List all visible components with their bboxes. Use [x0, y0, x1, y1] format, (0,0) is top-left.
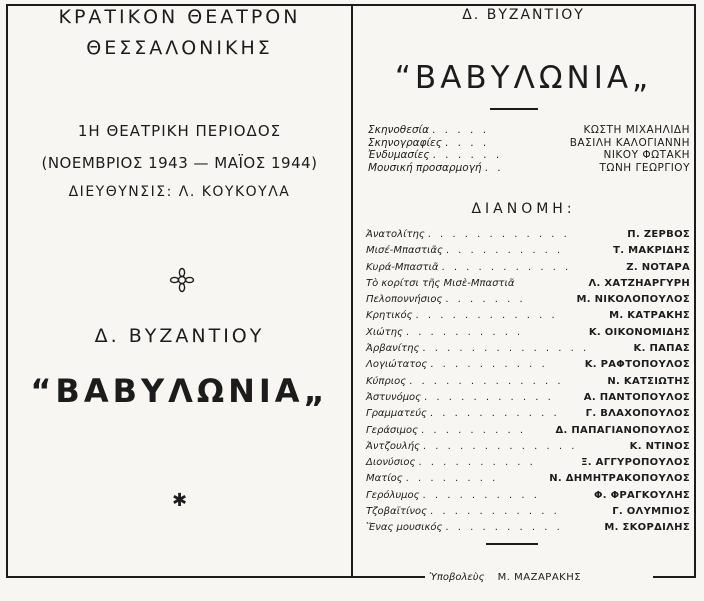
cast-actor: Μ. ΣΚΟΡΔΙΛΗΣ [604, 522, 690, 534]
cast-role: Ἀντζουλής [366, 440, 420, 452]
cast-role: Κύπριος [366, 375, 407, 387]
cast-actor: Κ. ΝΤΙΝΟΣ [629, 440, 690, 452]
cast-actor: Δ. ΠΑΠΑΓΙΑΝΟΠΟΥΛΟΣ [555, 424, 690, 436]
title-rule [490, 108, 538, 110]
cast-row [366, 276, 690, 292]
season-dates: (ΝΟΕΜΒΡΙΟΣ 1943 — ΜΑΪΟΣ 1944) [41, 154, 318, 172]
cast-leader: . . . . . . . . . . . . . [409, 375, 564, 387]
cast-actor: Γ. ΒΛΑΧΟΠΟΥΛΟΣ [585, 408, 690, 420]
prompter-name: Μ. ΜΑΖΑΡΑΚΗΣ [497, 572, 582, 583]
cast-row [366, 488, 690, 504]
cast-role: Γραμματεύς [366, 408, 427, 420]
credit-name: ΝΙΚΟΥ ΦΩΤΑΚΗ [603, 149, 690, 161]
cast-heading: ΔΙΑΝΟΜΗ: [471, 201, 576, 217]
cast-leader: . . . . . . . . . . [430, 359, 548, 371]
direction-credit: ΔΙΕΥΘΥΝΣΙΣ: Λ. ΚΟΥΚΟΥΛΑ [68, 184, 291, 200]
column-divider [351, 4, 353, 578]
cast-row [366, 374, 690, 390]
cast-row [366, 292, 690, 308]
cast-actor: Γ. ΟΛΥΜΠΙΟΣ [612, 506, 690, 518]
credit-name: ΒΑΣΙΛΗ ΚΑΛΟΓΙΑΝΝΗ [569, 136, 690, 149]
cast-role: Ἕνας μουσικός [366, 522, 443, 534]
cast-role: Λογιώτατος [366, 359, 428, 371]
cast-rule [486, 543, 538, 545]
cast-role: Τὸ κορίτσι τῆς Μισὲ-Μπαστιᾶ [366, 277, 515, 289]
cast-leader: . . . . . . . . . . . . . . [422, 343, 590, 355]
cast-role: Γερόλυμος [366, 489, 420, 501]
cast-leader: . . . . . . . . . . . [441, 261, 572, 273]
credit-role: Ἐνδυμασίες [368, 149, 430, 161]
cast-leader: . . . . . . . . . . . . . [422, 440, 578, 452]
cast-role: Τζοβαϊτίνος [366, 506, 428, 518]
cast-leader: . . . . . . . . . . [445, 245, 564, 257]
cast-role: Διονύσιος [366, 457, 416, 469]
production-credits [368, 124, 690, 174]
prompter-role: Ὑποβολεὺς [429, 572, 485, 583]
credit-leader: . . . . [444, 136, 490, 149]
cast-actor: Κ. ΡΑΦΤΟΠΟΥΛΟΣ [584, 359, 690, 371]
cast-role: Μισέ-Μπαστιᾶς [366, 245, 443, 257]
cast-row [366, 423, 690, 439]
cast-leader: . . . . . . . . . . . . [427, 229, 570, 240]
cast-leader: . . . . . . . . . . [422, 489, 540, 501]
cast-actor: Λ. ΧΑΤΖΗΑΡΓΥΡΗ [588, 277, 690, 289]
cast-list [366, 227, 690, 537]
cast-row [366, 260, 690, 276]
theatre-name-line2: ΘΕΣΣΑΛΟΝΙΚΗΣ [86, 37, 273, 59]
season-heading: 1Η ΘΕΑΤΡΙΚΗ ΠΕΡΙΟΔΟΣ [77, 122, 282, 140]
flower-ornament-icon [168, 266, 196, 294]
cast-leader: . . . . . . . . [405, 473, 499, 485]
credit-leader: . . . . . . [432, 149, 503, 161]
play-title-right: “ΒΑΒΥΛΩΝΙΑ„ [394, 60, 653, 96]
credit-row [368, 124, 690, 137]
cast-row [366, 504, 690, 520]
cast-row [366, 341, 690, 357]
cast-row [366, 406, 690, 422]
credit-row [368, 137, 690, 150]
cast-role: Ἀστυνόμος [366, 391, 422, 403]
cast-role: Χιώτης [366, 326, 403, 338]
cast-actor: Μ. ΝΙΚΟΛΟΠΟΥΛΟΣ [576, 294, 690, 306]
cast-row [366, 439, 690, 455]
credit-role: Σκηνογραφίες [368, 136, 442, 149]
cast-role: Κρητικός [366, 310, 413, 322]
cast-actor: Π. ΖΕΡΒΟΣ [627, 229, 690, 240]
cast-actor: Ζ. ΝΟΤΑΡΑ [626, 261, 690, 273]
credit-name: ΤΩΝΗ ΓΕΩΡΓΙΟΥ [599, 161, 690, 174]
cast-leader: . . . . . . . . . . [418, 457, 536, 469]
cast-role: Ἀρβανίτης [366, 343, 420, 355]
cast-row [366, 455, 690, 471]
cast-row [366, 308, 690, 324]
cast-row [366, 227, 690, 243]
credit-leader: . . [484, 161, 504, 174]
author-right: Δ. ΒΥΖΑΝΤΙΟΥ [462, 7, 585, 23]
cast-actor: Ξ. ΑΓΓΥΡΟΠΟΥΛΟΣ [581, 457, 690, 469]
cast-row [366, 243, 690, 259]
author-left: Δ. ΒΥΖΑΝΤΙΟΥ [94, 325, 265, 347]
cast-row [366, 325, 690, 341]
prompter-credit [425, 572, 653, 583]
cast-role: Κυρά-Μπαστιᾶ [366, 261, 439, 273]
cast-row [366, 390, 690, 406]
play-title-left: “ΒΑΒΥΛΩΝΙΑ„ [30, 372, 329, 410]
cast-leader: . . . . . . . . . [421, 424, 527, 436]
cast-actor: Α. ΠΑΝΤΟΠΟΥΛΟΣ [583, 391, 690, 403]
credit-row [368, 149, 690, 162]
theatre-name-line1: ΚΡΑΤΙΚΟΝ ΘΕΑΤΡΟΝ [58, 6, 301, 28]
star-ornament-icon: ✱ [172, 490, 188, 511]
cast-role: Γεράσιμος [366, 424, 418, 436]
cast-row [366, 520, 690, 536]
credit-leader: . . . . . [432, 124, 490, 136]
cast-leader: . . . . . . . . . . [445, 522, 563, 534]
cast-role: Πελοποννήσιος [366, 294, 443, 306]
credit-role: Σκηνοθεσία [368, 124, 429, 136]
cast-leader: . . . . . . . . . . . [424, 391, 554, 403]
cast-leader: . . . . . . . . . . . [429, 408, 560, 420]
cast-leader: . . . . . . . . . . . . [415, 310, 558, 322]
cast-actor: Μ. ΚΑΤΡΑΚΗΣ [609, 310, 690, 322]
credit-name: ΚΩΣΤΗ ΜΙΧΑΗΛΙΔΗ [583, 124, 690, 136]
credit-row [368, 162, 690, 175]
cast-leader: . . . . . . . . . . [405, 326, 524, 338]
cast-leader: . . . . . . . . . . . [430, 506, 560, 518]
cast-row [366, 471, 690, 487]
cast-actor: Τ. ΜΑΚΡΙΔΗΣ [613, 245, 690, 257]
cast-role: Ἀνατολίτης [366, 229, 425, 240]
cast-leader: . . . . . . . [445, 294, 526, 306]
cast-actor: Κ. ΠΑΠΑΣ [633, 343, 690, 355]
cast-row [366, 357, 690, 373]
cast-actor: Ν. ΔΗΜΗΤΡΑΚΟΠΟΥΛΟΣ [549, 473, 690, 485]
cast-actor: Κ. ΟΙΚΟΝΟΜΙΔΗΣ [588, 326, 690, 338]
credit-role: Μουσική προσαρμογή [368, 161, 482, 174]
cast-role: Ματίος [366, 473, 403, 485]
cast-actor: Φ. ΦΡΑΓΚΟΥΛΗΣ [593, 489, 690, 501]
cast-actor: Ν. ΚΑΤΣΙΩΤΗΣ [607, 375, 690, 387]
